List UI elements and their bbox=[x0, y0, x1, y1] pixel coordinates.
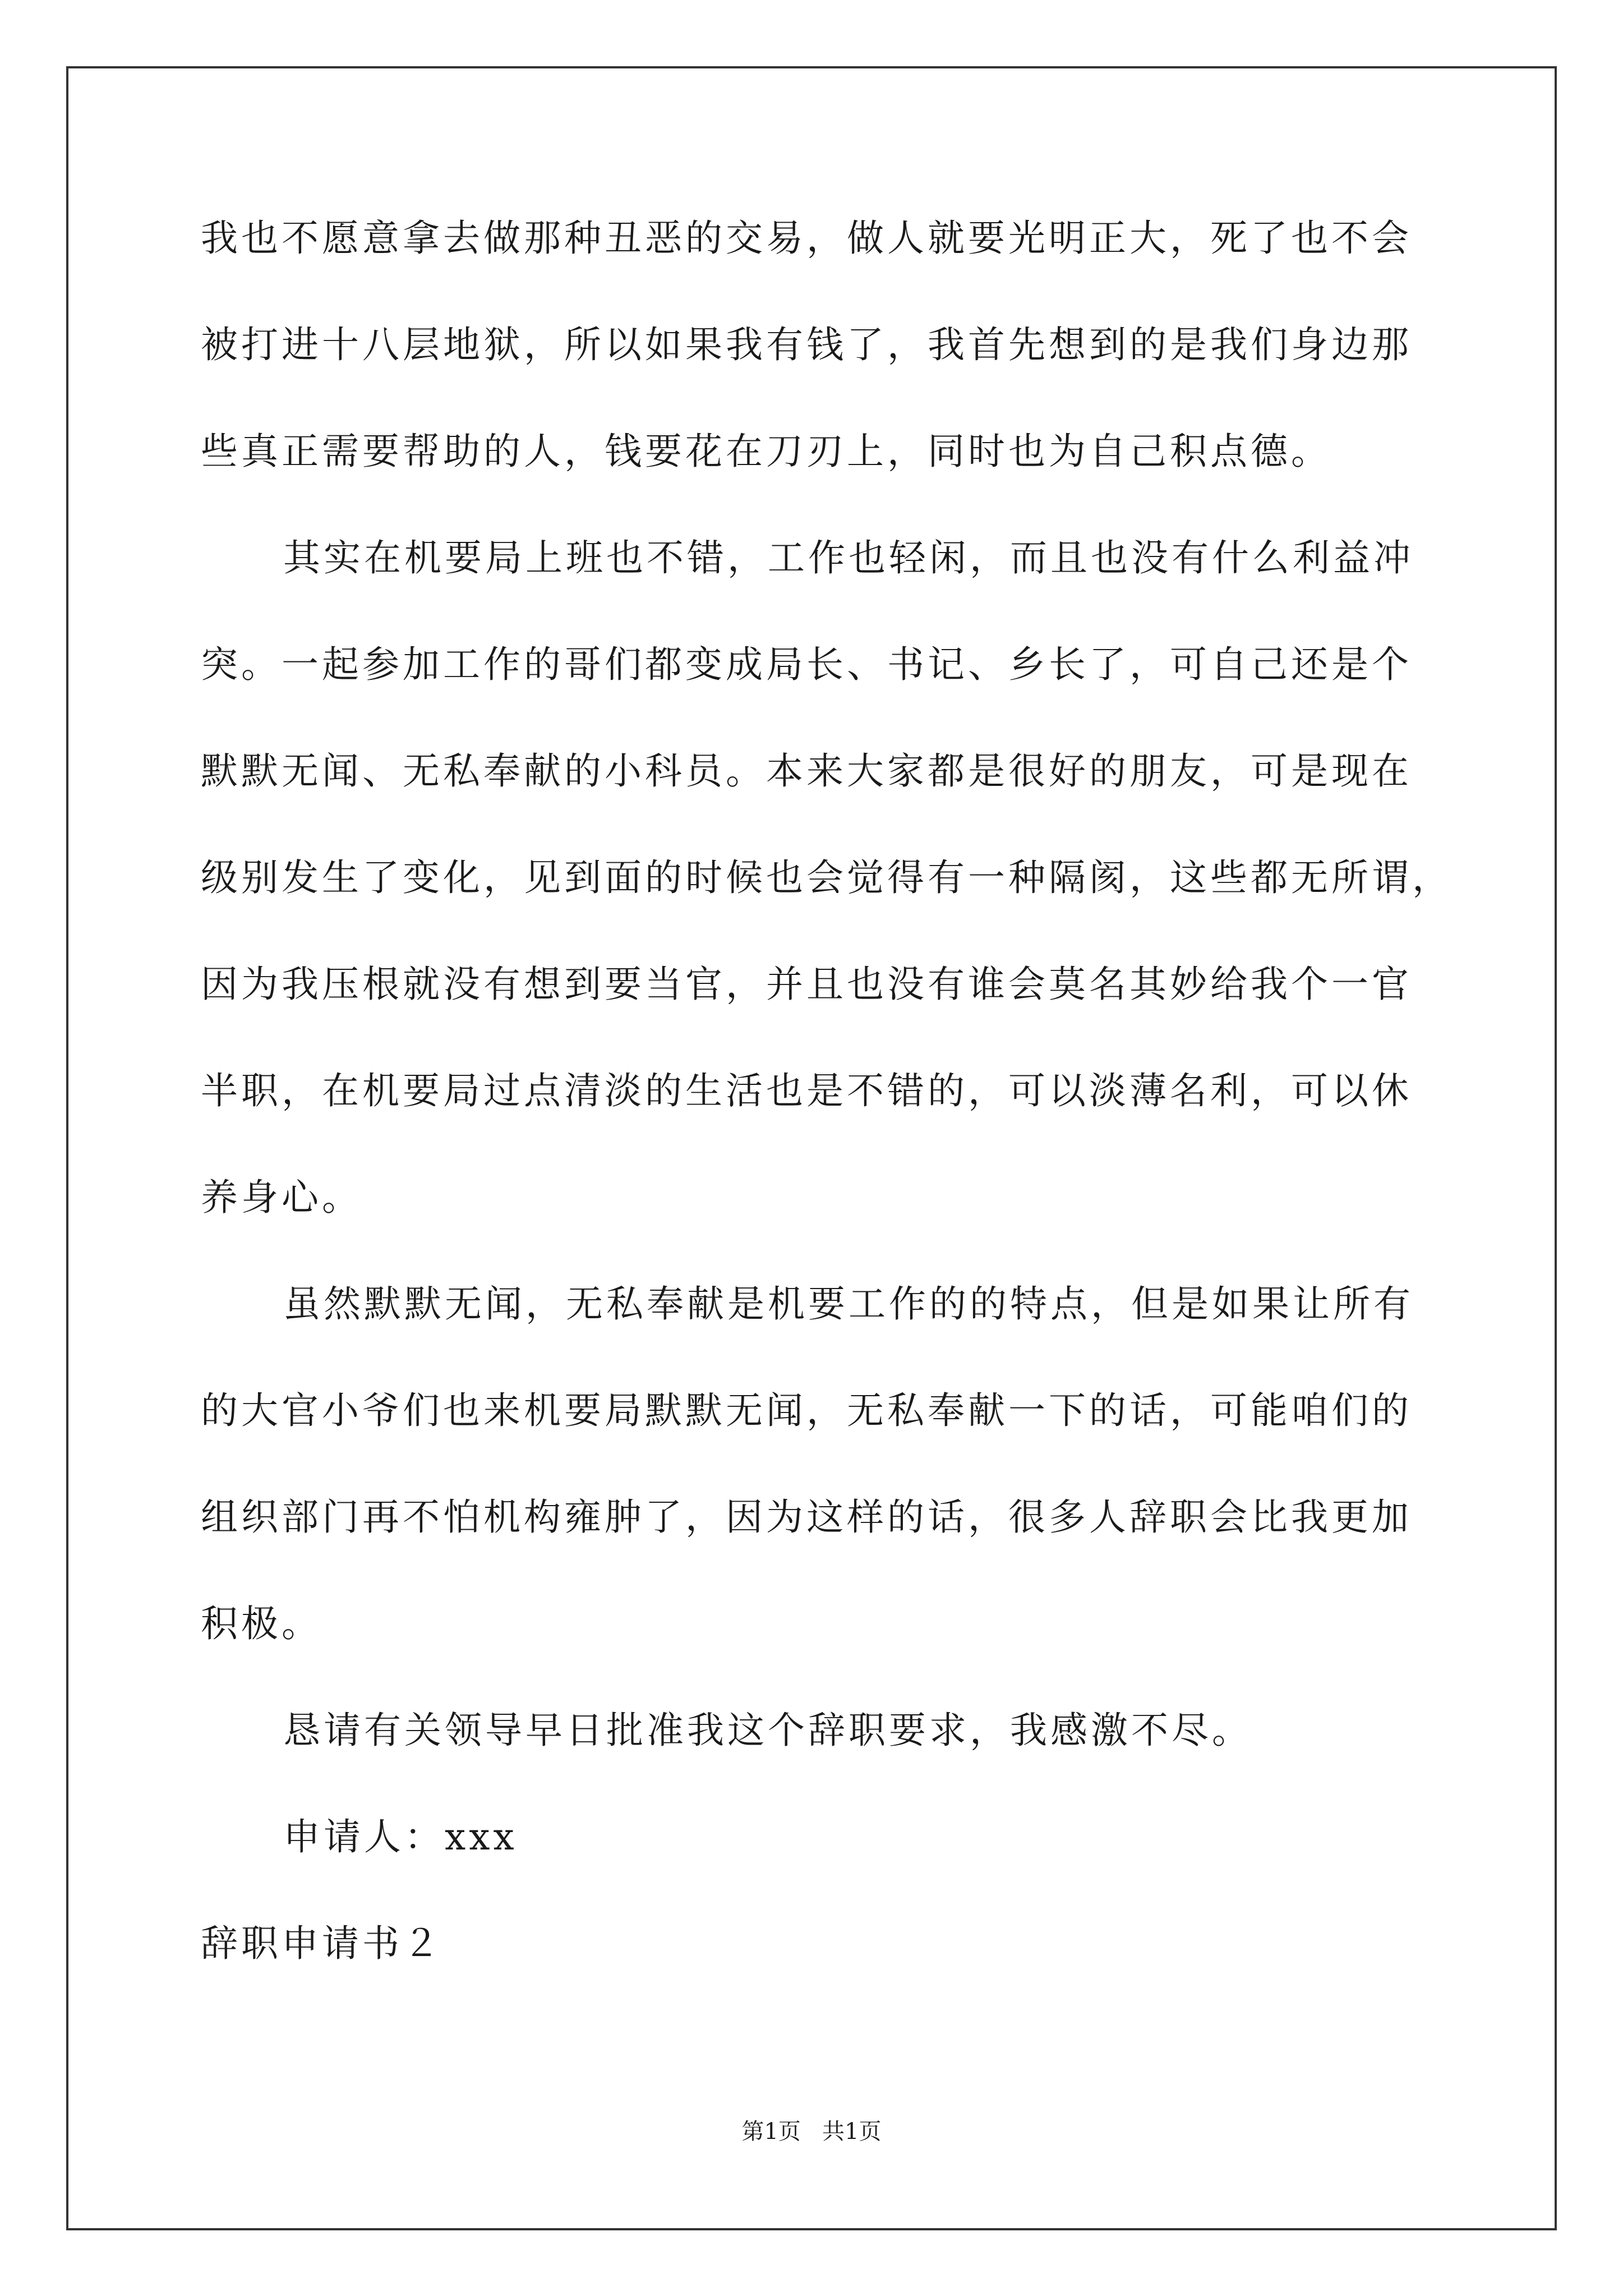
body-text-line: 虽然默默无闻，无私奉献是机要工作的的特点，但是如果让所有 bbox=[283, 1282, 1414, 1326]
body-text-line: 被打进十八层地狱，所以如果我有钱了，我首先想到的是我们身边那 bbox=[201, 323, 1412, 366]
body-text-line: 恳请有关领导早日批准我这个辞职要求，我感激不尽。 bbox=[283, 1709, 1252, 1752]
body-text-line: 级别发生了变化，见到面的时候也会觉得有一种隔阂，这些都无所谓， bbox=[201, 856, 1453, 899]
page-border bbox=[66, 66, 1557, 2230]
applicant-line: 申请人：xxx bbox=[283, 1815, 518, 1858]
body-text-line: 组织部门再不怕机构雍肿了，因为这样的话，很多人辞职会比我更加 bbox=[201, 1496, 1412, 1539]
section-heading: 辞职申请书２ bbox=[201, 1922, 443, 1965]
body-text-line: 默默无闻、无私奉献的小科员。本来大家都是很好的朋友，可是现在 bbox=[201, 749, 1412, 793]
page-footer: 第1页 共1页 bbox=[741, 2119, 882, 2145]
body-text-line: 突。一起参加工作的哥们都变成局长、书记、乡长了，可自己还是个 bbox=[201, 643, 1412, 686]
body-text-line: 积极。 bbox=[201, 1602, 322, 1645]
body-text-line: 养身心。 bbox=[201, 1176, 362, 1219]
body-text-line: 因为我压根就没有想到要当官，并且也没有谁会莫名其妙给我个一官 bbox=[201, 963, 1412, 1006]
body-text-line: 的大官小爷们也来机要局默默无闻，无私奉献一下的话，可能咱们的 bbox=[201, 1389, 1412, 1432]
body-text-line: 半职，在机要局过点清淡的生活也是不错的，可以淡薄名利，可以休 bbox=[201, 1069, 1412, 1112]
body-text-line: 些真正需要帮助的人，钱要花在刀刃上，同时也为自己积点德。 bbox=[201, 430, 1331, 473]
body-text-line: 我也不愿意拿去做那种丑恶的交易，做人就要光明正大，死了也不会 bbox=[201, 217, 1412, 260]
body-text-line: 其实在机要局上班也不错，工作也轻闲，而且也没有什么利益冲 bbox=[283, 536, 1414, 579]
